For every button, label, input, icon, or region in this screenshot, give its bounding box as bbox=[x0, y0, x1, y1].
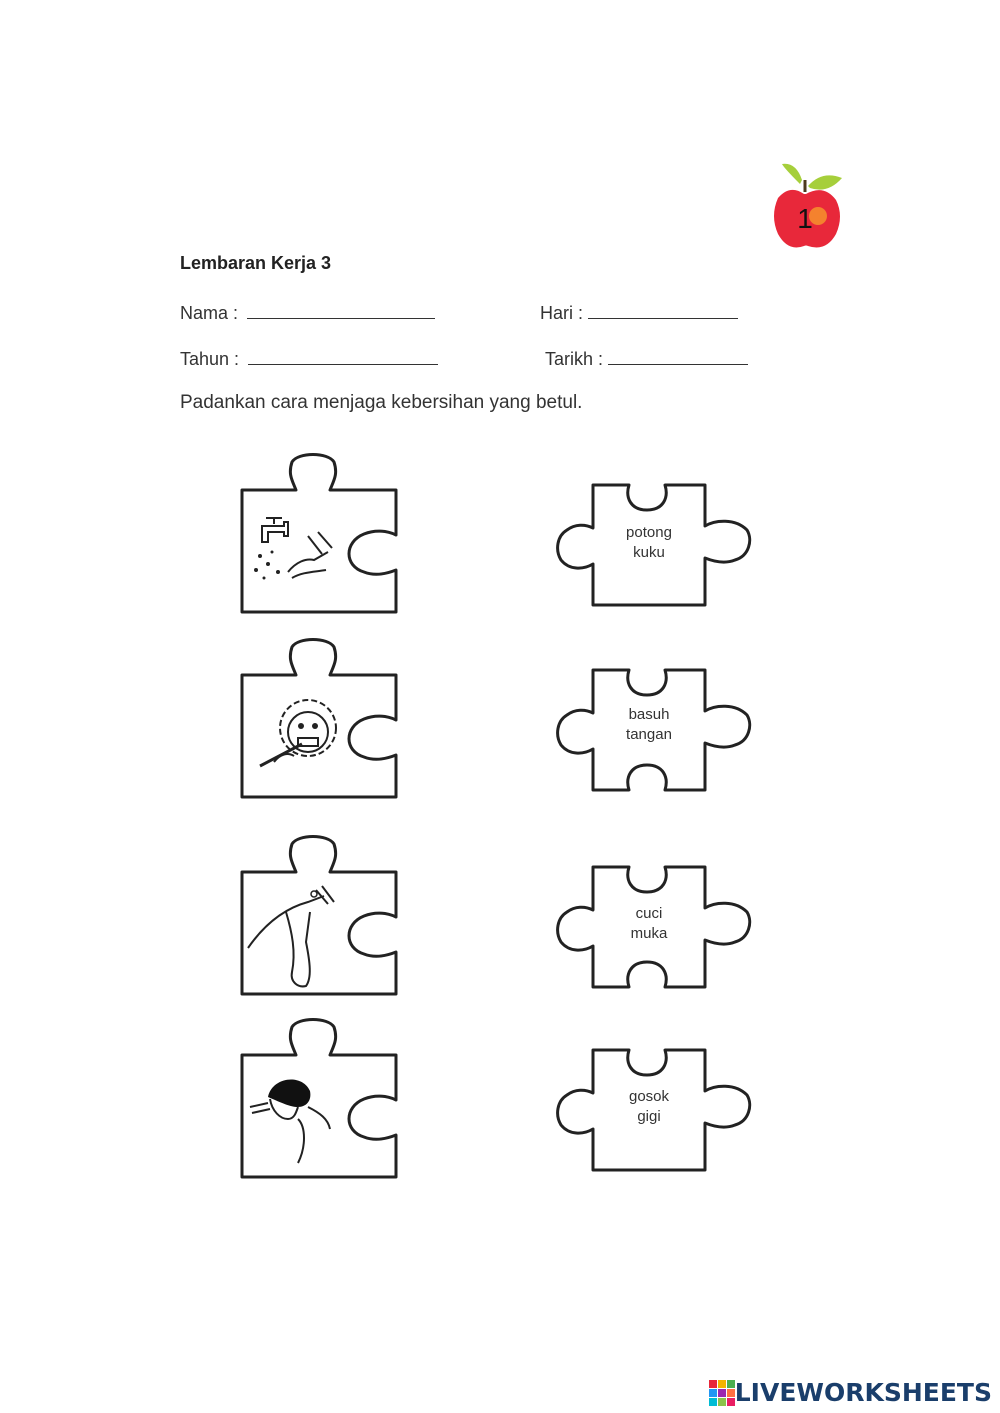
tahun-label: Tahun : bbox=[180, 349, 240, 369]
word-piece-1[interactable] bbox=[555, 480, 755, 615]
word-line-2: kuku bbox=[633, 544, 665, 561]
tahun-answer-line[interactable] bbox=[248, 346, 438, 365]
word-line-2: tangan bbox=[626, 726, 672, 743]
worksheet-title: Lembaran Kerja 3 bbox=[180, 253, 332, 273]
word-line-1: cuci bbox=[635, 905, 663, 922]
picture-piece-2[interactable] bbox=[238, 635, 403, 808]
instruction-text: Padankan cara menjaga kebersihan yang betul. bbox=[180, 392, 583, 413]
picture-piece-3[interactable] bbox=[238, 832, 403, 1005]
liveworksheets-logo-icon bbox=[709, 1380, 735, 1406]
word-piece-label bbox=[599, 523, 699, 563]
liveworksheets-logo bbox=[709, 1378, 992, 1407]
liveworksheets-brand: LIVEWORKSHEETS bbox=[734, 1378, 992, 1407]
tahun-field[interactable] bbox=[180, 346, 438, 370]
cutting-nails-icon bbox=[246, 882, 346, 992]
tarikh-answer-line[interactable] bbox=[608, 346, 748, 365]
picture-piece-1[interactable] bbox=[238, 450, 403, 623]
word-piece-3[interactable] bbox=[555, 862, 755, 997]
nama-label: Nama : bbox=[180, 303, 239, 323]
tarikh-field[interactable] bbox=[545, 346, 748, 370]
word-line-1: potong bbox=[626, 524, 672, 541]
word-line-1: basuh bbox=[628, 706, 670, 723]
word-piece-4[interactable] bbox=[555, 1045, 755, 1180]
word-line-2: muka bbox=[630, 925, 668, 942]
word-piece-label bbox=[599, 1087, 699, 1127]
nama-field[interactable] bbox=[180, 300, 435, 324]
word-piece-2[interactable] bbox=[555, 665, 755, 800]
hari-answer-line[interactable] bbox=[588, 300, 738, 319]
washing-face-icon bbox=[246, 1067, 346, 1177]
word-line-1: gosok bbox=[628, 1088, 670, 1105]
hari-field[interactable] bbox=[540, 300, 738, 324]
word-line-2: gigi bbox=[637, 1108, 661, 1125]
badge-number: 1 bbox=[797, 203, 813, 234]
tarikh-label: Tarikh : bbox=[545, 349, 604, 369]
washing-hands-icon bbox=[248, 512, 338, 592]
word-piece-label bbox=[599, 705, 699, 745]
hari-label: Hari : bbox=[540, 303, 584, 323]
picture-piece-4[interactable] bbox=[238, 1015, 403, 1188]
brushing-teeth-icon bbox=[256, 690, 346, 780]
nama-answer-line[interactable] bbox=[247, 300, 435, 319]
word-piece-label bbox=[599, 904, 699, 944]
apple-badge-icon bbox=[770, 158, 850, 254]
